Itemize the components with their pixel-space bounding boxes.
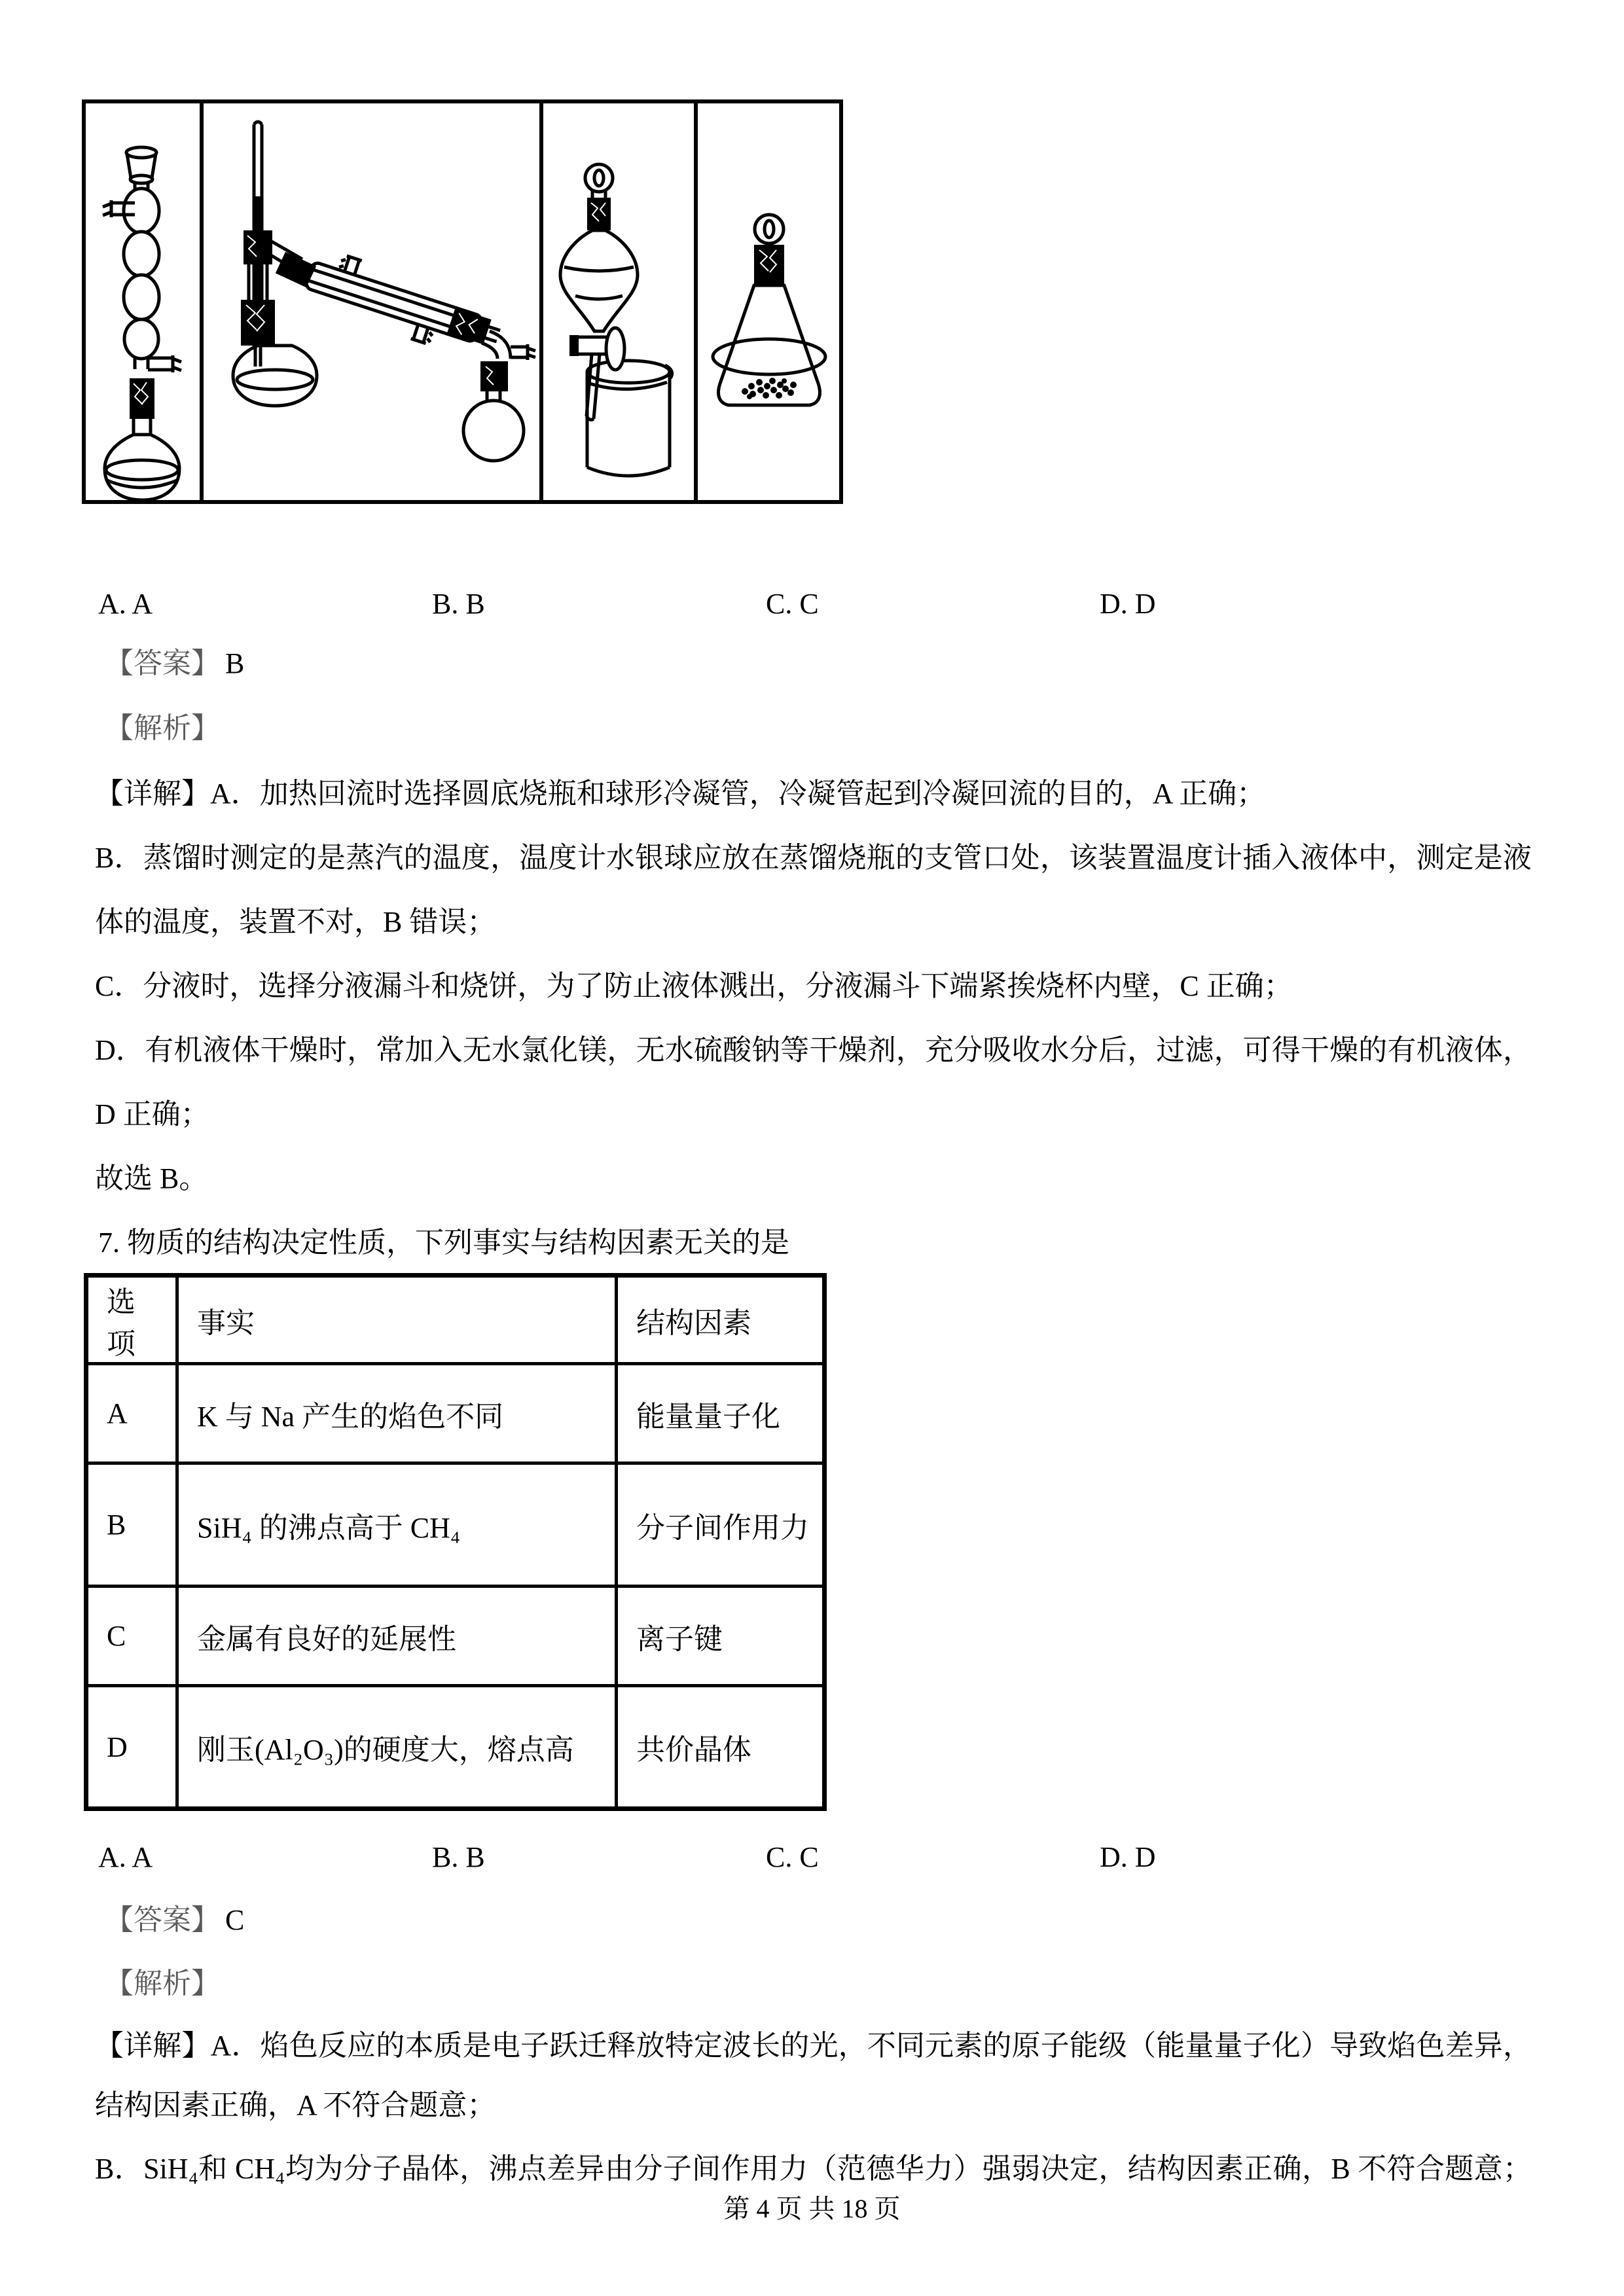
reflux-apparatus-icon bbox=[103, 147, 181, 500]
cell-fact: K 与 Na 产生的焰色不同 bbox=[177, 1364, 617, 1463]
cell-option: B bbox=[86, 1463, 177, 1587]
apparatus-figure bbox=[82, 99, 843, 504]
q6-explanation-line: 体的温度，装置不对，B 错误； bbox=[95, 906, 496, 938]
table-header-row bbox=[86, 1276, 825, 1364]
cell-fact: 刚玉(Al₂O₃)的硬度大，熔点高 bbox=[177, 1686, 617, 1809]
page-number-footer: 第 4 页 共 18 页 bbox=[723, 2194, 901, 2223]
analysis-label: 【解析】 bbox=[105, 1967, 220, 2000]
q6-option-c: C. C bbox=[766, 588, 819, 620]
cell-factor: 分子间作用力 bbox=[617, 1463, 825, 1587]
table-row bbox=[86, 1364, 825, 1463]
cell-factor: 共价晶体 bbox=[617, 1686, 825, 1809]
panel-divider bbox=[539, 103, 543, 500]
answer-label: 【答案】 bbox=[105, 1904, 220, 1936]
q7-explanation-line: 结构因素正确，A 不符合题意； bbox=[95, 2089, 496, 2121]
analysis-label: 【解析】 bbox=[105, 712, 220, 744]
distillation-apparatus-icon bbox=[233, 122, 535, 461]
col-header-option: 选项 bbox=[86, 1276, 177, 1364]
q7-stem: 7. 物质的结构决定性质，下列事实与结构因素无关的是 bbox=[98, 1227, 789, 1259]
q6-option-a: A. A bbox=[98, 588, 153, 620]
apparatus-diagrams bbox=[86, 103, 839, 500]
q6-explanation-line: B．蒸馏时测定的是蒸汽的温度，温度计水银球应放在蒸馏烧瓶的支管口处，该装置温度计插入液体中，测定是液 bbox=[95, 842, 1532, 874]
q6-options-row bbox=[0, 584, 1624, 624]
col-header-factor: 结构因素 bbox=[617, 1276, 825, 1364]
col-header-fact: 事实 bbox=[177, 1276, 617, 1364]
cell-option: C bbox=[86, 1587, 177, 1686]
table-row bbox=[86, 1587, 825, 1686]
q7-answer-value: C bbox=[225, 1904, 245, 1936]
answer-label: 【答案】 bbox=[105, 647, 220, 679]
panel-divider bbox=[694, 103, 698, 500]
q7-option-b: B. B bbox=[432, 1841, 485, 1873]
q6-explanation-line: 【详解】A．加热回流时选择圆底烧瓶和球形冷凝管，冷凝管起到冷凝回流的目的，A 正确； bbox=[95, 778, 1266, 810]
cell-option: A bbox=[86, 1364, 177, 1463]
q7-options-row bbox=[0, 1837, 1624, 1878]
cell-factor: 离子键 bbox=[617, 1587, 825, 1686]
q7-explanation-line: B．SiH₄和 CH₄均为分子晶体，沸点差异由分子间作用力（范德华力）强弱决定，结构因素正确，B 不符合题意； bbox=[95, 2153, 1532, 2185]
q6-analysis-line bbox=[105, 708, 220, 749]
q6-option-b: B. B bbox=[432, 588, 485, 620]
panel-divider bbox=[200, 103, 204, 500]
q7-table bbox=[84, 1273, 827, 1811]
q6-answer-line bbox=[105, 643, 244, 684]
q7-option-c: C. C bbox=[766, 1841, 819, 1873]
q7-analysis-line bbox=[105, 1964, 220, 2004]
erlenmeyer-flask-apparatus-icon bbox=[713, 215, 825, 405]
cell-factor: 能量量子化 bbox=[617, 1364, 825, 1463]
q7-explanation-line: 【详解】A．焰色反应的本质是电子跃迁释放特定波长的光，不同元素的原子能级（能量量子化）导致焰色差异， bbox=[95, 2030, 1532, 2062]
q6-explanation-line: D．有机液体干燥时，常加入无水氯化镁，无水硫酸钠等干燥剂，充分吸收水分后，过滤，可得干燥的有机液体， bbox=[95, 1034, 1532, 1066]
separating-funnel-apparatus-icon bbox=[560, 164, 672, 476]
cell-fact: 金属有良好的延展性 bbox=[177, 1587, 617, 1686]
q6-option-d: D. D bbox=[1100, 588, 1156, 620]
q6-explanation-line: 故选 B。 bbox=[95, 1162, 208, 1194]
q6-explanation-line: C．分液时，选择分液漏斗和烧饼，为了防止液体溅出，分液漏斗下端紧挨烧杯内壁，C 正确； bbox=[95, 970, 1293, 1002]
cell-fact: SiH₄ 的沸点高于 CH₄ bbox=[177, 1463, 617, 1587]
q7-option-d: D. D bbox=[1100, 1841, 1156, 1873]
table-row bbox=[86, 1686, 825, 1809]
q7-option-a: A. A bbox=[98, 1841, 153, 1873]
q6-answer-value: B bbox=[225, 647, 245, 679]
q7-answer-line bbox=[105, 1900, 244, 1941]
q6-explanation-line: D 正确； bbox=[95, 1098, 209, 1130]
cell-option: D bbox=[86, 1686, 177, 1809]
table-row bbox=[86, 1463, 825, 1587]
